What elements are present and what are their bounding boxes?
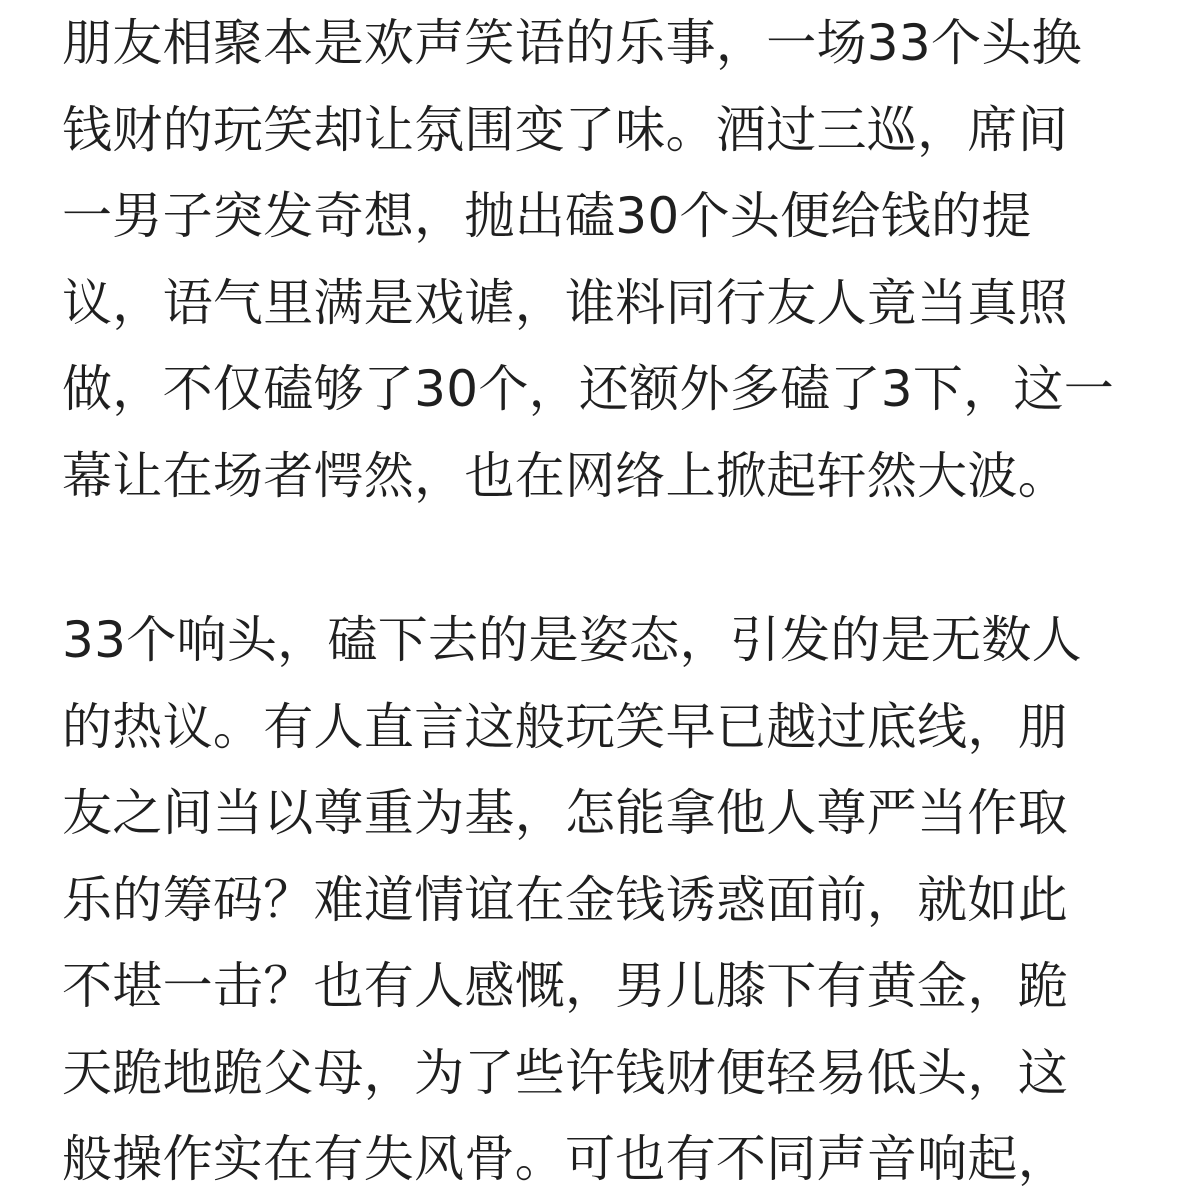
paragraph-1 [62,0,1120,519]
paragraph-line: 钱财的玩笑却让氛围变了味。酒过三巡，席间 [62,100,1068,159]
paragraph-line: 朋友相聚本是欢声笑语的乐事，一场33个头换 [62,14,1082,72]
paragraph-2 [62,597,1120,1203]
paragraph-line: 幕让在场者愕然，也在网络上掀起轩然大波。 [62,446,1068,505]
article-body [62,0,1120,1203]
paragraph-line: 友之间当以尊重为基，怎能拿他人尊严当作取 [62,784,1068,842]
paragraph-line: 天跪地跪父母，为了些许钱财便轻易低头，这 [62,1043,1068,1102]
paragraph-line: 的热议。有人直言这般玩笑早已越过底线，朋 [62,697,1068,756]
paragraph-line: 一男子突发奇想，抛出磕30个头便给钱的提 [62,187,1032,245]
paragraph-line: 33个响头，磕下去的是姿态，引发的是无数人 [62,611,1082,669]
paragraph-line: 般操作实在有失风骨。可也有不同声音响起， [62,1130,1068,1188]
paragraph-line: 不堪一击？也有人感慨，男儿膝下有黄金，跪 [62,957,1068,1015]
paragraph-line: 做，不仅磕够了30个，还额外多磕了3下，这一 [62,360,1115,418]
paragraph-line: 议，语气里满是戏谑，谁料同行友人竟当真照 [62,273,1068,332]
paragraph-line: 乐的筹码？难道情谊在金钱诱惑面前，就如此 [62,870,1068,929]
